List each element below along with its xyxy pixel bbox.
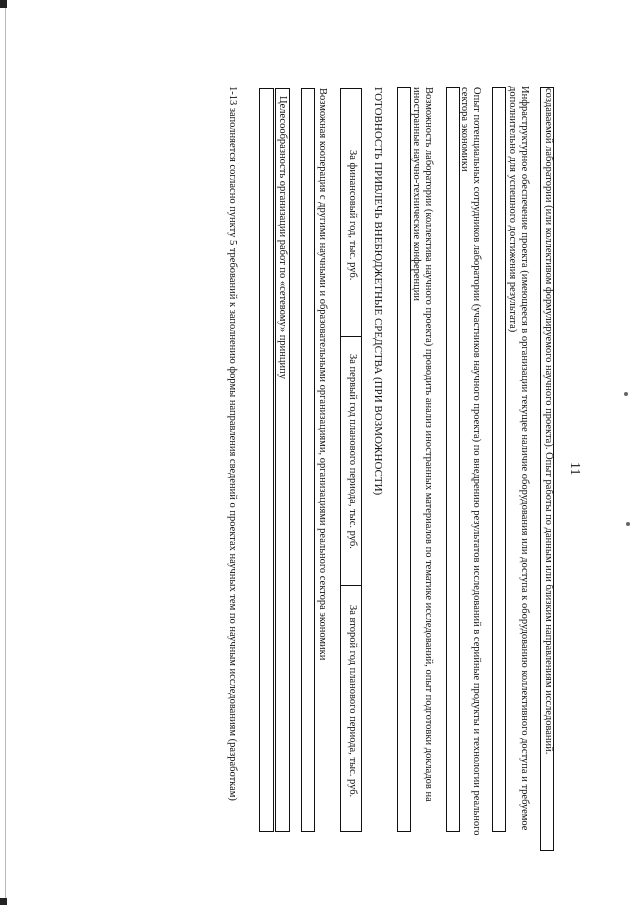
- scan-corner-mark: [0, 0, 7, 8]
- implementation-box: [446, 87, 460, 832]
- funds-header-current-year: За финансовый год, тыс. руб.: [347, 150, 358, 281]
- funds-header-second-plan-year: За второй год планового периода, тыс. руб.: [347, 605, 358, 798]
- footnote-text: 1-13 заполняется согласно пункту 5 требований к заполнению формы направления сведений о проектах научных тем по научным исследованиям (разработкам): [227, 86, 238, 801]
- implementation-text-line2: сектора экономики: [459, 87, 470, 172]
- foreign-analysis-text-line1: Возможность лаборатории (коллектива научного проекта) проводить анализ иностранных материалов по тематике исследований, опыт подготовки докладов на: [423, 87, 434, 802]
- lab-experience-box: [540, 87, 554, 851]
- funds-table-divider: [340, 336, 362, 337]
- scan-speck: [624, 392, 628, 396]
- foreign-analysis-box: [397, 87, 411, 832]
- network-principle-answer-box: [259, 88, 274, 832]
- funds-heading: ГОТОВНОСТЬ ПРИВЛЕЧЬ ВНЕБЮДЖЕТНЫЕ СРЕДСТВА (ПРИ ВОЗМОЖНОСТИ): [372, 87, 384, 496]
- network-principle-text: Целесообразность организации работ по «сетевому» принципу: [277, 96, 288, 379]
- network-principle-box: [275, 88, 290, 832]
- foreign-analysis-text-line2: иностранные научно-технические конференции: [411, 87, 422, 302]
- lab-experience-text: создаваемой лаборатории (или коллективом формулируемого научного проекта). Опыт работы по данным или близким направлениям исследований.: [543, 88, 554, 755]
- funds-header-first-plan-year: За первый год планового периода, тыс. руб.: [347, 354, 358, 549]
- infrastructure-text-line1: Инфраструктурное обеспечение проекта (имеющееся в организации текущее наличие оборудования или доступа к оборудованию коллективного доступа и требуемое: [519, 86, 530, 831]
- implementation-text-line1: Опыт потенциальных сотрудников лаборатории (участников научного проекта) по внедрению результатов исследований в серийные продукты и технологии реального: [471, 87, 482, 836]
- infrastructure-text-line2: дополнительно для успешного достижения результата): [507, 86, 518, 333]
- page-number: 11: [567, 462, 582, 476]
- scan-speck: [626, 522, 630, 526]
- infrastructure-box: [492, 87, 506, 832]
- funds-table-divider: [340, 585, 362, 586]
- cooperation-box: [301, 88, 315, 832]
- scan-edge-line: [5, 8, 6, 898]
- scan-corner-mark: [0, 898, 7, 905]
- cooperation-text: Возможная кооперация с другими научными и образовательными организациями, организациями реального сектора экономики: [317, 88, 328, 661]
